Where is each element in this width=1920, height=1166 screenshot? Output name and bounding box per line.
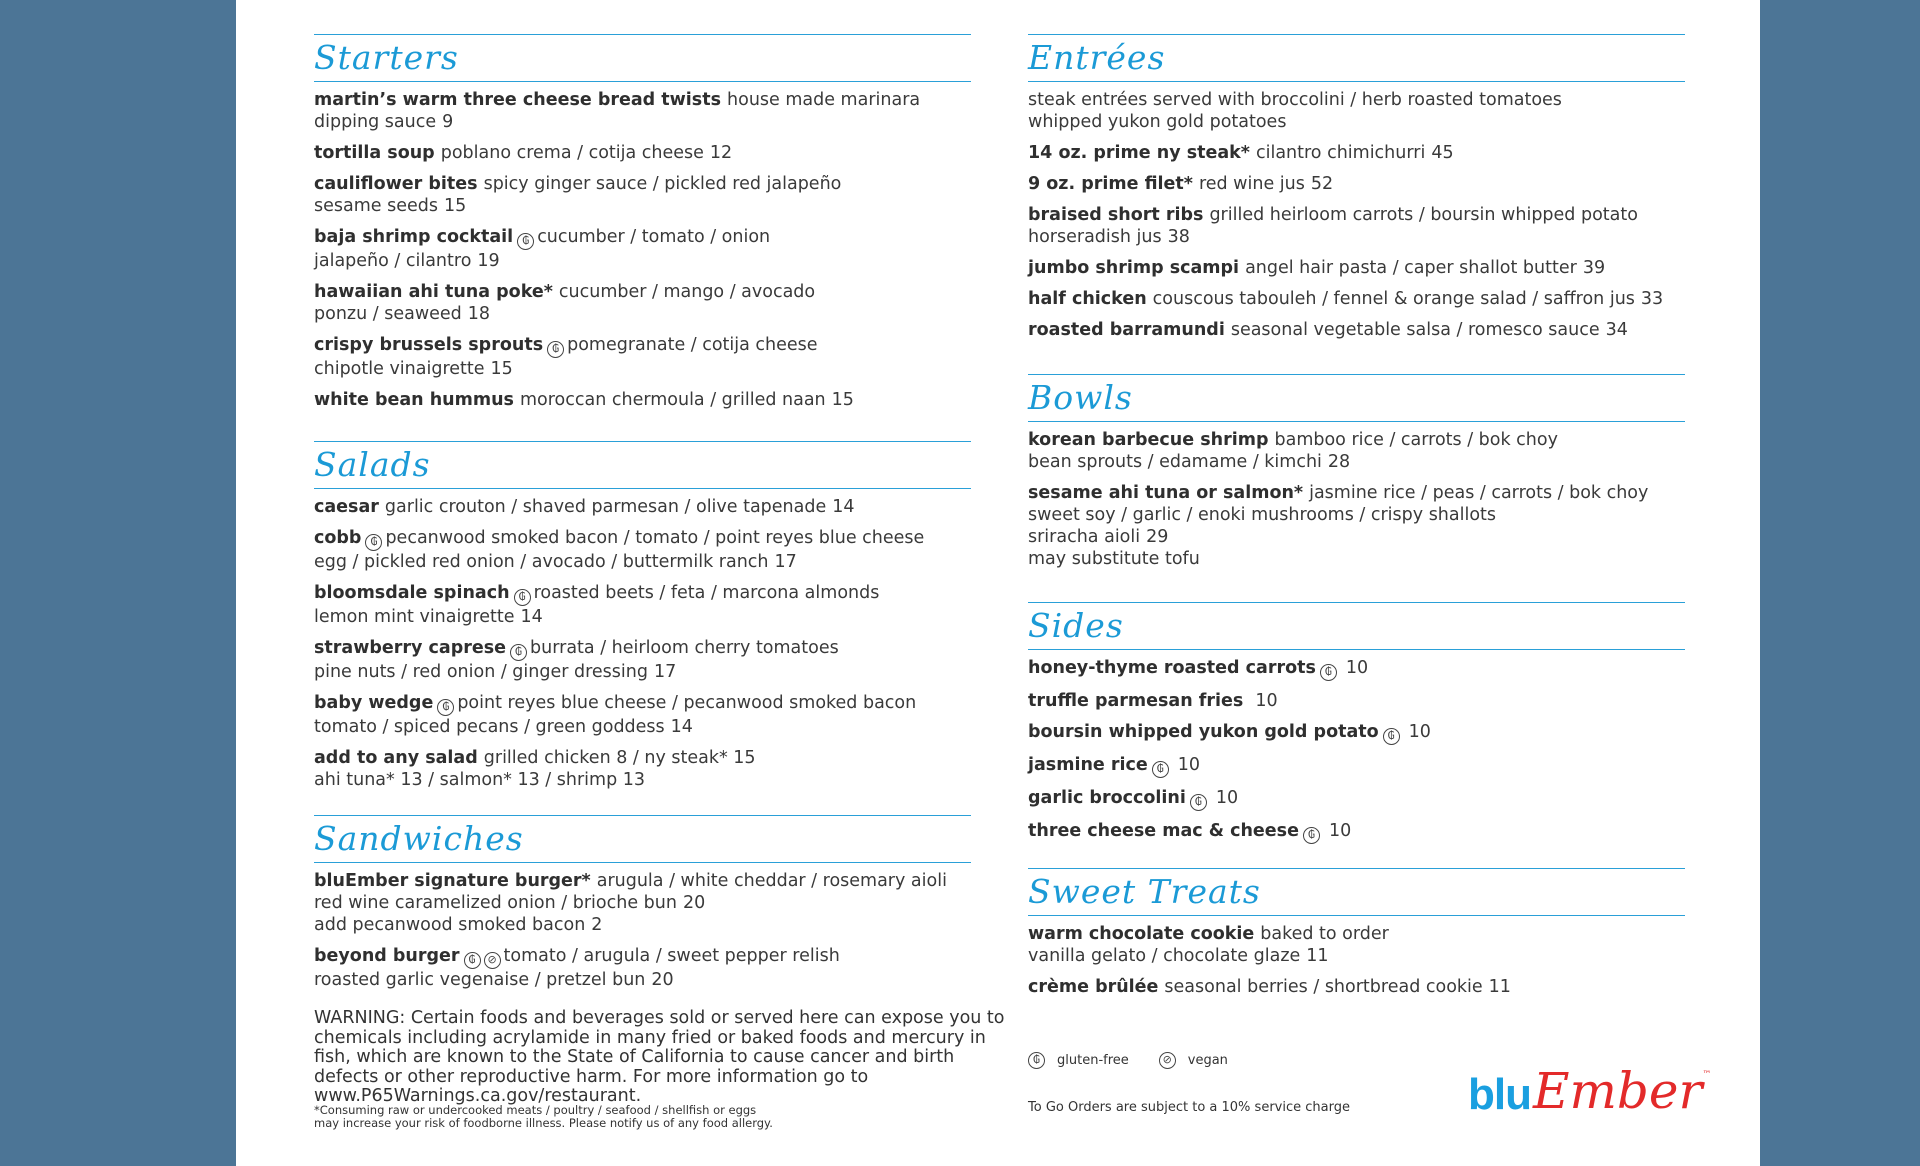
vegan-icon: ⊘ — [1159, 1052, 1176, 1069]
section-header — [314, 815, 971, 863]
section-header — [1028, 374, 1685, 422]
menu-item: beyond burger ₲ ⊘ tomato / arugula / sweet pepper relish roasted garlic vegenaise / pretzel bun 20 — [314, 946, 840, 990]
menu-item: baby wedge ₲ point reyes blue cheese / pecanwood smoked bacon tomato / spiced pecans / green goddess 14 — [314, 693, 917, 737]
section-title: Salads — [314, 445, 431, 484]
menu-item: 9 oz. prime filet* red wine jus 52 — [1028, 174, 1334, 194]
raw-food-disclaimer: *Consuming raw or undercooked meats / poultry / seafood / shellfish or eggs may increase your risk of foodborne illness. Please notify us of any food allergy. — [314, 1103, 773, 1130]
menu-page — [236, 0, 1760, 1166]
menu-item: 14 oz. prime ny steak* cilantro chimichurri 45 — [1028, 143, 1454, 163]
menu-item: martin’s warm three cheese bread twists house made marinara dipping sauce 9 — [314, 90, 921, 132]
dietary-legend — [1028, 1052, 1228, 1069]
menu-item: garlic broccolini ₲ 10 — [1028, 787, 1685, 811]
section-title: Sweet Treats — [1028, 872, 1261, 911]
menu-item: half chicken couscous tabouleh / fennel & orange salad / saffron jus 33 — [1028, 289, 1664, 309]
to-go-notice: To Go Orders are subject to a 10% service charge — [1028, 1100, 1350, 1115]
menu-item: crispy brussels sprouts ₲ pomegranate / cotija cheese chipotle vinaigrette 15 — [314, 335, 818, 379]
gluten-free-icon: ₲ — [1383, 728, 1400, 745]
gluten-free-icon: ₲ — [1303, 827, 1320, 844]
menu-item: truffle parmesan fries 10 — [1028, 691, 1278, 711]
section-title: Sides — [1028, 606, 1124, 645]
gluten-free-icon: ₲ — [1320, 664, 1337, 681]
gluten-free-label: gluten-free — [1057, 1053, 1129, 1068]
prop65-warning: WARNING: Certain foods and beverages sold or served here can expose you to chemicals including acrylamide in many fried or baked foods and mercury in fish, which are known to the State of California to cause cancer and birth defects or other reproductive harm. For more information go to www.P65Warnings.ca.gov/restaurant. — [314, 1008, 1005, 1106]
gluten-free-icon: ₲ — [1028, 1052, 1045, 1069]
section-header — [314, 441, 971, 489]
gluten-free-icon: ₲ — [1190, 794, 1207, 811]
gluten-free-icon: ₲ — [547, 341, 564, 358]
gluten-free-icon: ₲ — [437, 699, 454, 716]
menu-item: sesame ahi tuna or salmon* jasmine rice / peas / carrots / bok choy sweet soy / garlic / enoki mushrooms / crispy shallots sriracha aioli 29 may substitute tofu — [1028, 483, 1649, 569]
menu-item: white bean hummus moroccan chermoula / grilled naan 15 — [314, 390, 854, 410]
gluten-free-icon: ₲ — [514, 589, 531, 606]
section-header — [1028, 34, 1685, 82]
gluten-free-icon: ₲ — [365, 534, 382, 551]
menu-item: add to any salad grilled chicken 8 / ny steak* 15 ahi tuna* 13 / salmon* 13 / shrimp 13 — [314, 748, 756, 790]
menu-item: strawberry caprese ₲ burrata / heirloom cherry tomatoes pine nuts / red onion / ginger dressing 17 — [314, 638, 839, 682]
menu-item: cauliflower bites spicy ginger sauce / pickled red jalapeño sesame seeds 15 — [314, 174, 842, 216]
entrees-section — [1028, 34, 1685, 350]
menu-item: roasted barramundi seasonal vegetable salsa / romesco sauce 34 — [1028, 320, 1628, 340]
menu-item: jumbo shrimp scampi angel hair pasta / caper shallot butter 39 — [1028, 258, 1606, 278]
section-title: Entrées — [1028, 38, 1166, 77]
menu-item: korean barbecue shrimp bamboo rice / carrots / bok choy bean sprouts / edamame / kimchi 28 — [1028, 430, 1558, 472]
section-title: Starters — [314, 38, 459, 77]
section-header — [314, 34, 971, 82]
section-header — [1028, 602, 1685, 650]
sandwiches-section — [314, 815, 971, 1000]
gluten-free-icon: ₲ — [464, 952, 481, 969]
menu-item: tortilla soup poblano crema / cotija cheese 12 — [314, 143, 733, 163]
sweet-treats-section — [1028, 868, 1685, 1007]
salads-section — [314, 441, 971, 800]
section-title: Bowls — [1028, 378, 1133, 417]
menu-item: warm chocolate cookie baked to order vanilla gelato / chocolate glaze 11 — [1028, 924, 1389, 966]
section-title: Sandwiches — [314, 819, 524, 858]
bowls-section — [1028, 374, 1685, 579]
gluten-free-icon: ₲ — [1152, 761, 1169, 778]
menu-item: hawaiian ahi tuna poke* cucumber / mango / avocado ponzu / seaweed 18 — [314, 282, 816, 324]
menu-item: jasmine rice ₲ 10 — [1028, 754, 1685, 778]
menu-item: bluEmber signature burger* arugula / white cheddar / rosemary aioli red wine caramelized onion / brioche bun 20 add pecanwood smoked bacon 2 — [314, 871, 947, 935]
menu-item: cobb ₲ pecanwood smoked bacon / tomato / point reyes blue cheese egg / pickled red onion / avocado / buttermilk ranch 17 — [314, 528, 925, 572]
menu-item: bloomsdale spinach ₲ roasted beets / feta / marcona almonds lemon mint vinaigrette 14 — [314, 583, 880, 627]
menu-item: boursin whipped yukon gold potato ₲ 10 — [1028, 721, 1685, 745]
starters-section — [314, 34, 971, 420]
sides-section — [1028, 602, 1685, 853]
gluten-free-icon: ₲ — [517, 233, 534, 250]
section-header — [1028, 868, 1685, 916]
menu-item: baja shrimp cocktail ₲ cucumber / tomato / onion jalapeño / cilantro 19 — [314, 227, 771, 271]
menu-item: caesar garlic crouton / shaved parmesan / olive tapenade 14 — [314, 497, 855, 517]
menu-item: crème brûlée seasonal berries / shortbread cookie 11 — [1028, 977, 1511, 997]
bluember-logo: blu Ember ™ — [1468, 1062, 1712, 1120]
vegan-icon: ⊘ — [484, 952, 501, 969]
vegan-label: vegan — [1187, 1053, 1228, 1068]
menu-item: three cheese mac & cheese ₲ 10 — [1028, 820, 1685, 844]
gluten-free-icon: ₲ — [510, 644, 527, 661]
menu-item: braised short ribs grilled heirloom carrots / boursin whipped potato horseradish jus 38 — [1028, 205, 1638, 247]
menu-item: honey-thyme roasted carrots ₲ 10 — [1028, 657, 1685, 681]
entrees-intro: steak entrées served with broccolini / herb roasted tomatoes whipped yukon gold potatoes — [1028, 90, 1562, 132]
